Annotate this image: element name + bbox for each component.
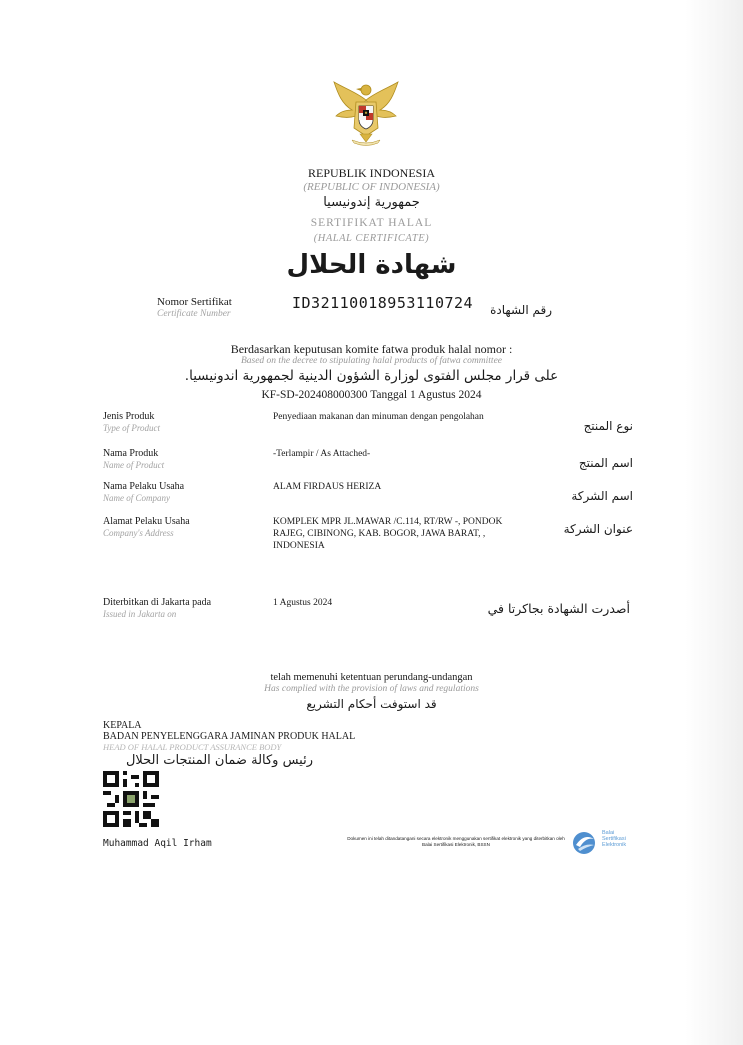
issued-label-ar: أصدرت الشهادة بجاكرتا في	[487, 601, 630, 616]
field-label: Nama Produk	[103, 448, 159, 459]
field-value: ALAM FIRDAUS HERIZA	[273, 482, 382, 492]
field-label-ar: عنوان الشركة	[563, 522, 633, 536]
compliance-text: telah memenuhi ketentuan perundang-undangan	[270, 672, 473, 683]
cert-number-label-en: Certificate Number	[157, 309, 231, 319]
issued-label-en: Issued in Jakarta on	[103, 609, 177, 619]
field-row-address	[103, 516, 633, 562]
field-label: Alamat Pelaku Usaha	[103, 516, 190, 527]
country-title: REPUBLIK INDONESIA	[308, 166, 435, 180]
decree-text: Berdasarkan keputusan komite fatwa produk halal nomor :	[230, 342, 513, 356]
field-label-en: Name of Company	[103, 493, 170, 503]
country-title-ar: جمهورية إندونيسيا	[323, 195, 420, 210]
garuda-emblem-icon	[328, 80, 404, 146]
issued-date: 1 Agustus 2024	[273, 598, 333, 608]
signatory-title-ar: رئيس وكالة ضمان المنتجات الحلال	[125, 753, 313, 768]
bsre-logo-text	[602, 830, 626, 849]
cert-title: SERTIFIKAT HALAL	[310, 217, 433, 229]
cert-title-ar: شهادة الحلال	[286, 250, 457, 280]
decree-text-ar: على قرار مجلس الفتوى لوزارة الشؤون الدينية لجمهورية اندونيسيا.	[184, 368, 559, 384]
bsre-logo-line: Elektronik	[602, 842, 627, 849]
field-label-ar: نوع المنتج	[583, 419, 633, 433]
field-label-en: Company's Address	[103, 528, 174, 538]
cert-title-en: (HALAL CERTIFICATE)	[313, 233, 430, 244]
cert-number-value: ID32110018953110724	[292, 294, 474, 312]
country-title-en: (REPUBLIC OF INDONESIA)	[303, 181, 440, 193]
field-label-ar: اسم الشركة	[571, 489, 633, 503]
bsre-logo-line: Balai	[602, 830, 615, 836]
field-row-type	[103, 411, 633, 447]
field-value: KOMPLEK MPR JL.MAWAR /C.114, RT/RW -, PONDOK RAJEG, CIBINONG, KAB. BOGOR, JAWA BARAT, , INDONESIA	[273, 517, 503, 551]
bsre-logo-icon	[570, 829, 600, 855]
cert-number-label: Nomor Sertifikat	[157, 296, 232, 308]
field-label: Jenis Produk	[103, 411, 155, 422]
field-label-ar: اسم المنتج	[578, 456, 633, 470]
decree-text-en: Based on the decree to stipulating halal products of fatwa committee	[240, 356, 503, 366]
signatory-agency: BADAN PENYELENGGARA JAMINAN PRODUK HALAL	[103, 731, 356, 742]
scan-edge-shadow	[685, 0, 743, 1045]
bsre-logo-line: Sertifikasi	[602, 836, 626, 843]
qr-code-icon	[103, 771, 159, 827]
field-value: Penyediaan makanan dan minuman dengan pengolahan	[273, 412, 484, 422]
signatory-title: KEPALA	[103, 720, 142, 731]
signatory-title-en: HEAD OF HALAL PRODUCT ASSURANCE BODY	[103, 742, 282, 752]
field-row-name	[103, 448, 633, 478]
bsre-note: Dokumen ini telah ditandatangani secara elektronik menggunakan sertifikat elektronik yang diterbitkan oleh Balai Sertifikasi Elektronik, BSSN	[347, 836, 565, 847]
cert-number-label-ar: رقم الشهادة	[490, 303, 552, 317]
field-value: -Terlampir / As Attached-	[273, 449, 371, 459]
field-label: Nama Pelaku Usaha	[103, 481, 185, 492]
field-label-en: Type of Product	[103, 423, 160, 433]
field-row-company	[103, 481, 633, 511]
field-label-en: Name of Product	[103, 460, 165, 470]
compliance-text-en: Has complied with the provision of laws and regulations	[264, 684, 479, 694]
issued-label: Diterbitkan di Jakarta pada	[103, 597, 212, 608]
signatory-name: Muhammad Aqil Irham	[103, 838, 212, 849]
decree-number: KF-SD-202408000300 Tanggal 1 Agustus 2024	[261, 389, 482, 401]
compliance-text-ar: قد استوفت أحكام التشريع	[306, 697, 437, 711]
